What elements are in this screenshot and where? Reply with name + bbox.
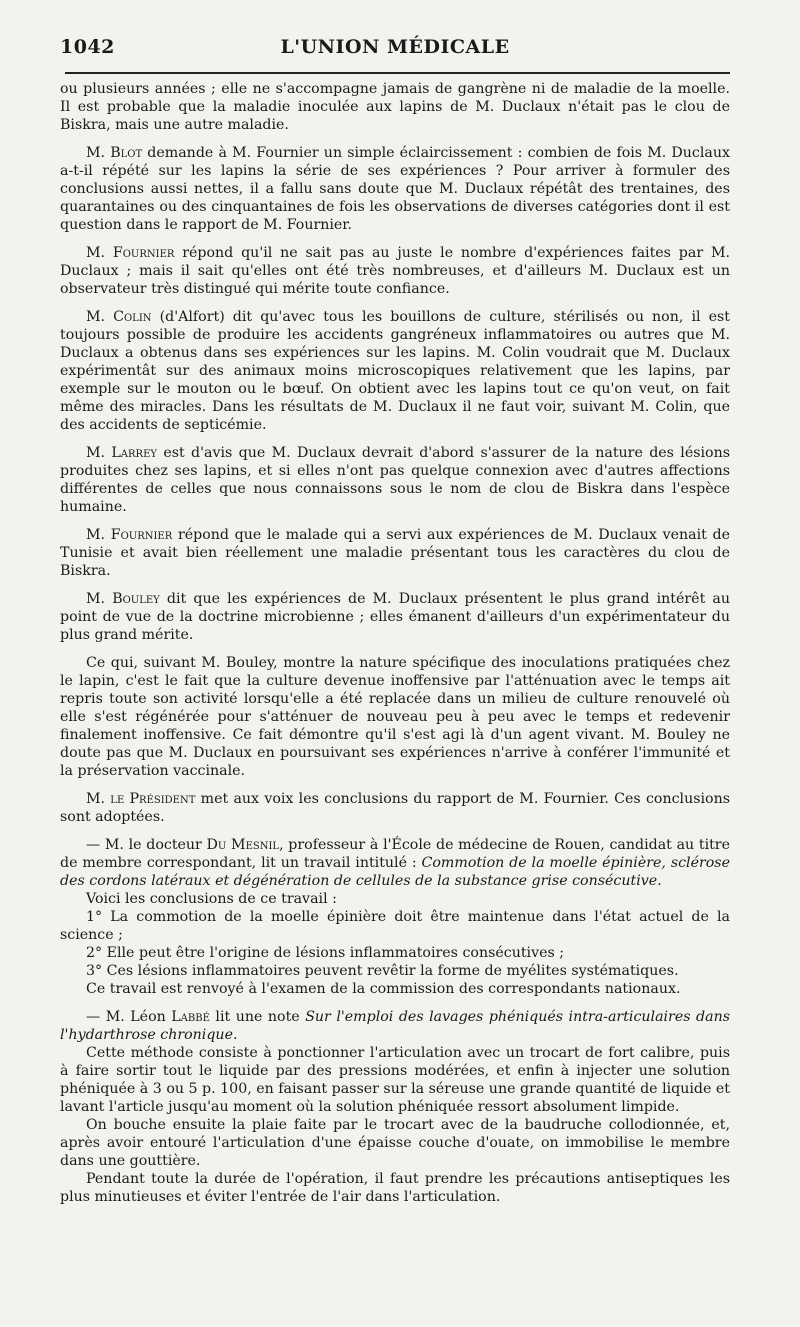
text-run: M. bbox=[86, 309, 114, 325]
text-run: met aux voix les conclusions du rapport de M. Fournier. Ces conclusions sont adoptées. bbox=[60, 791, 730, 825]
running-header bbox=[60, 36, 730, 58]
paragraph bbox=[60, 1170, 730, 1206]
article-body bbox=[60, 80, 730, 1206]
paragraph bbox=[60, 80, 730, 134]
header-rule bbox=[65, 72, 730, 74]
text-run: M. bbox=[86, 791, 111, 807]
text-run: Voici les conclusions de ce travail : bbox=[86, 891, 337, 907]
speaker-name: Fournier bbox=[112, 245, 175, 261]
paragraph bbox=[60, 144, 730, 234]
paragraph bbox=[60, 590, 730, 644]
conclusion-item: 3° Ces lésions inflammatoires peuvent revêtir la forme de myélites systématiques. bbox=[86, 963, 679, 979]
speaker-name: Fournier bbox=[110, 527, 173, 543]
paragraph bbox=[60, 790, 730, 826]
speaker-name: Blot bbox=[110, 145, 143, 161]
text-run: Ce travail est renvoyé à l'examen de la commission des correspondants nationaux. bbox=[86, 981, 681, 997]
text-run: lit une note bbox=[209, 1009, 306, 1025]
speaker-name: Du Mesnil bbox=[206, 837, 280, 853]
text-run: M. bbox=[86, 245, 113, 261]
conclusion-item: 2° Elle peut être l'origine de lésions inflammatoires consécutives ; bbox=[86, 945, 565, 961]
speaker-name: Bouley bbox=[112, 591, 160, 607]
paragraph bbox=[60, 1116, 730, 1170]
text-run: M. bbox=[86, 591, 113, 607]
text-run: Pendant toute la durée de l'opération, il faut prendre les précautions antiseptiques les plus minutieuses et éviter l'entrée de l'air dans l'articulation. bbox=[60, 1171, 730, 1205]
journal-title: L'UNION MÉDICALE bbox=[280, 36, 510, 58]
speaker-name: le Président bbox=[110, 791, 196, 807]
speaker-name: Larrey bbox=[111, 445, 157, 461]
page-number: 1042 bbox=[60, 36, 115, 58]
paragraph bbox=[60, 526, 730, 580]
text-run: Cette méthode consiste à ponctionner l'articulation avec un trocart de fort calibre, puis à faire sortir tout le liquide par des pressions modérées, et enfin à injecter une solution phéniquée à 3 ou 5 p. 100, en faisant passer sur la séreuse une grande quantité de liquide et lavant l'article jusqu'au moment où la solution phéniquée ressort absolument limpide. bbox=[60, 1045, 730, 1115]
conclusions-list bbox=[60, 908, 730, 980]
paragraph bbox=[60, 308, 730, 434]
paragraph bbox=[60, 244, 730, 298]
text-run: dit que les expériences de M. Duclaux présentent le plus grand intérêt au point de vue de la doctrine microbienne ; elles émanent d'ailleurs d'un expérimentateur du plus grand mérite. bbox=[60, 591, 731, 643]
text-run: est d'avis que M. Duclaux devrait d'abord s'assurer de la nature des lésions produites chez ses lapins, et si elles n'ont pas quelque connexion avec d'autres affections différentes de celles que nous connaissons sous le nom de clou de Biskra dans l'espèce humaine. bbox=[60, 445, 731, 515]
paragraph bbox=[60, 890, 730, 908]
speaker-name: Colin bbox=[113, 309, 152, 325]
text-run: M. bbox=[86, 445, 112, 461]
text-run: — M. le docteur bbox=[86, 837, 207, 853]
text-run: ou plusieurs années ; elle ne s'accompagne jamais de gangrène ni de maladie de la moelle. Il est probable que la maladie inoculée aux lapins de M. Duclaux n'était pas le clou de Biskra, mais une autre maladie. bbox=[60, 81, 730, 133]
paragraph bbox=[60, 980, 730, 998]
text-run: On bouche ensuite la plaie faite par le trocart avec de la baudruche collodionnée, et, après avoir entouré l'articulation d'une épaisse couche d'ouate, on immobilise le membre dans une gouttière. bbox=[60, 1117, 730, 1169]
paragraph bbox=[60, 1008, 730, 1044]
text-run: (d'Alfort) dit qu'avec tous les bouillons de culture, stérilisés ou non, il est toujours possible de produire les accidents gangréneux inflammatoires ou autres que M. Duclaux a obtenus dans ses expériences sur les lapins. M. Colin voudrait que M. Duclaux expérimentât sur des animaux moins microscopiques relativement que les lapins, par exemple sur le mouton ou le bœuf. On obtient avec les lapins tout ce qu'on veut, on fait même des miracles. Dans les résultats de M. Duclaux il ne faut voir, suivant M. Colin, que des accidents de septicémie. bbox=[60, 309, 730, 433]
text-run: demande à M. Fournier un simple éclaircissement : combien de fois M. Duclaux a-t-il répété sur les lapins la série de ses expériences ? Pour arriver à formuler des conclusions aussi nettes, il a fallu sans doute que M. Duclaux répétât des trentaines, des quarantaines ou des cinquantaines de fois les observations de diverses catégories dont il est question dans le rapport de M. Fournier. bbox=[60, 145, 731, 233]
paragraph bbox=[60, 836, 730, 890]
paragraph bbox=[60, 1044, 730, 1116]
text-run: , professeur à l'École de médecine de Rouen, candidat au titre de membre correspondant, lit un travail intitulé : bbox=[60, 837, 730, 871]
speaker-name: Labbé bbox=[171, 1009, 210, 1025]
text-run: — M. Léon bbox=[86, 1009, 172, 1025]
text-run: répond que le malade qui a servi aux expériences de M. Duclaux venait de Tunisie et avait bien réellement une maladie présentant tous les caractères du clou de Biskra. bbox=[60, 527, 730, 579]
text-run: répond qu'il ne sait pas au juste le nombre d'expériences faites par M. Duclaux ; mais il sait qu'elles ont été très nombreuses, et d'ailleurs M. Duclaux est un observateur très distingué qui mérite toute confiance. bbox=[60, 245, 730, 297]
text-run: Ce qui, suivant M. Bouley, montre la nature spécifique des inoculations pratiquées chez le lapin, c'est le fait que la culture devenue inoffensive par l'atténuation avec le temps ait repris toute son activité lorsqu'elle a été replacée dans un milieu de culture renouvelé où elle s'est régénérée pour s'atténuer de nouveau peu à peu avec le temps et redevenir finalement inoffensive. Ce fait démontre qu'il s'est agi là d'un agent vivant. M. Bouley ne doute pas que M. Duclaux en poursuivant ses expériences n'arrive à conférer l'immunité et la préservation vaccinale. bbox=[60, 655, 730, 779]
paragraph bbox=[60, 444, 730, 516]
conclusion-item: 1° La commotion de la moelle épinière doit être maintenue dans l'état actuel de la science ; bbox=[60, 909, 730, 943]
paragraph bbox=[60, 654, 730, 780]
italic-title: Commotion de la moelle épinière, sclérose des cordons latéraux et dégénération de cellules de la substance grise consécutive. bbox=[60, 855, 730, 889]
text-run: M. bbox=[86, 145, 111, 161]
italic-title: Sur l'emploi des lavages phéniqués intra-articulaires dans l'hydarthrose chronique. bbox=[60, 1009, 730, 1043]
text-run: M. bbox=[86, 527, 111, 543]
